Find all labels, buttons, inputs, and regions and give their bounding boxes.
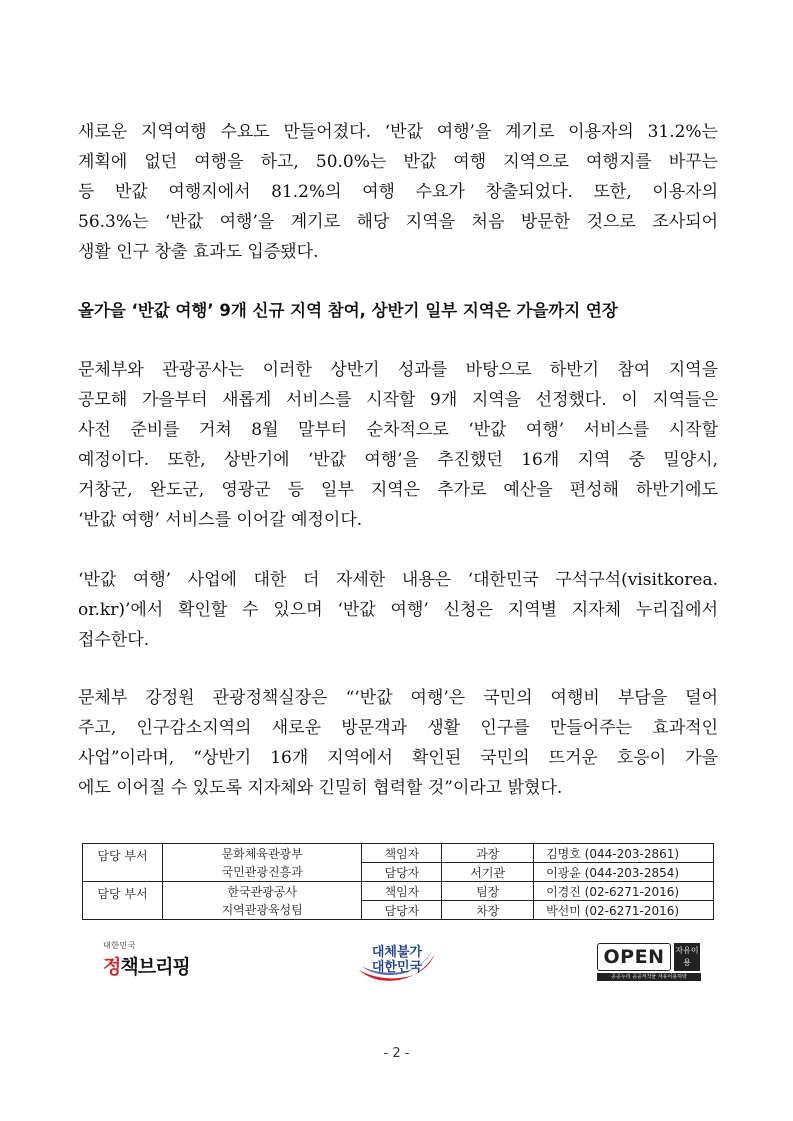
open-license-logo bbox=[597, 943, 703, 981]
name-cell: 김명호 (044-203-2861) bbox=[534, 844, 714, 863]
org-name: 한국관광공사 bbox=[227, 884, 297, 899]
role-cell: 책임자 bbox=[362, 882, 442, 901]
free-use-badge: 자유이용 bbox=[674, 943, 700, 971]
text-line: 56.3%는 ‘반값 여행’을 계기로 해당 지역을 처음 방문한 것으로 조사되어 bbox=[78, 212, 718, 232]
footer-logos bbox=[0, 940, 793, 985]
org-cell bbox=[162, 844, 362, 882]
text-line: 공모해 가을부터 새롭게 서비스를 시작할 9개 지역을 선정했다. 이 지역들은 bbox=[78, 390, 718, 410]
org-name: 문화체육관광부 bbox=[221, 846, 303, 861]
title-cell: 차장 bbox=[442, 901, 534, 920]
text-line: 주고, 인구감소지역의 새로운 방문객과 생활 인구를 만들어주는 효과적인 bbox=[78, 718, 718, 738]
logo-line2: 대한민국 bbox=[371, 960, 423, 975]
name-cell: 이경진 (02-6271-2016) bbox=[534, 882, 714, 901]
name-cell: 이광윤 (044-203-2854) bbox=[534, 863, 714, 882]
open-label: OPEN bbox=[597, 943, 671, 971]
table-row bbox=[83, 882, 714, 901]
role-cell: 담당자 bbox=[362, 901, 442, 920]
text-line: 계획에 없던 여행을 하고, 50.0%는 반값 여행 지역으로 여행지를 바꾸는 bbox=[78, 152, 718, 172]
text-line: 사전 준비를 거쳐 8월 말부터 순차적으로 ‘반값 여행’ 서비스를 시작할 bbox=[78, 420, 718, 440]
text-line: or.kr)’에서 확인할 수 있으며 ‘반값 여행’ 신청은 지역별 지자체 누리집에서 bbox=[78, 600, 718, 620]
text-line: 문체부와 관광공사는 이러한 상반기 성과를 바탕으로 하반기 참여 지역을 bbox=[78, 360, 718, 380]
paragraph-2 bbox=[78, 355, 718, 535]
section-heading: 올가을 ‘반값 여행’ 9개 신규 지역 참여, 상반기 일부 지역은 가을까지 연장 bbox=[78, 301, 618, 320]
text-line: 사업”이라며, “상반기 16개 지역에서 확인된 국민의 뜨거운 호응이 가을 bbox=[78, 748, 718, 768]
open-subtitle: 공공누리 공공저작물 자유이용허락 bbox=[597, 973, 701, 981]
logo-wordmark bbox=[103, 952, 190, 979]
dept-label: 담당 부서 bbox=[83, 882, 163, 920]
title-cell: 팀장 bbox=[442, 882, 534, 901]
title-cell: 서기관 bbox=[442, 863, 534, 882]
org-cell bbox=[162, 882, 362, 920]
text-line: 등 반값 여행지에서 81.2%의 여행 수요가 창출되었다. 또한, 이용자의 bbox=[78, 182, 718, 202]
org-team: 국민관광진흥과 bbox=[221, 864, 303, 879]
paragraph-3 bbox=[78, 565, 718, 655]
logo-wordmark-accent: 정 bbox=[103, 956, 121, 978]
title-cell: 과장 bbox=[442, 844, 534, 863]
name-cell: 박선미 (02-6271-2016) bbox=[534, 901, 714, 920]
text-line: 문체부 강정원 관광정책실장은 “‘반값 여행’은 국민의 여행비 부담을 덜어 bbox=[78, 688, 718, 708]
paragraph-1 bbox=[78, 117, 718, 267]
contact-table bbox=[82, 843, 714, 920]
text-line: ‘반값 여행’ 사업에 대한 더 자세한 내용은 ‘대한민국 구석구석(visitkorea. bbox=[78, 570, 718, 590]
logo-wordmark-rest: 책브리핑 bbox=[120, 956, 190, 978]
text-line: 거창군, 완도군, 영광군 등 일부 지역은 추가로 예산을 편성해 하반기에도 bbox=[78, 480, 718, 500]
dept-label: 담당 부서 bbox=[83, 844, 163, 882]
policy-briefing-logo bbox=[103, 940, 190, 979]
text-line: 생활 인구 창출 효과도 입증됐다. bbox=[78, 242, 319, 262]
text-line: 예정이다. 또한, 상반기에 ‘반값 여행’을 추진했던 16개 지역 중 밀양시, bbox=[78, 450, 718, 470]
table-row bbox=[83, 844, 714, 863]
text-line: 접수한다. bbox=[78, 630, 150, 650]
org-team: 지역관광육성팀 bbox=[221, 902, 303, 917]
page-number: - 2 - bbox=[383, 1046, 410, 1061]
text-line: ‘반값 여행’ 서비스를 이어갈 예정이다. bbox=[78, 510, 363, 530]
text-line: 새로운 지역여행 수요도 만들어졌다. ‘반값 여행’을 계기로 이용자의 31.2%는 bbox=[78, 122, 718, 142]
logo-caption: 대한민국 bbox=[103, 941, 136, 950]
text-line: 에도 이어질 수 있도록 지자체와 긴밀히 협력할 것”이라고 밝혔다. bbox=[78, 778, 563, 798]
paragraph-4 bbox=[78, 683, 718, 803]
role-cell: 책임자 bbox=[362, 844, 442, 863]
role-cell: 담당자 bbox=[362, 863, 442, 882]
government-slogan-logo bbox=[355, 940, 440, 982]
logo-line1: 대체불가 bbox=[371, 945, 423, 960]
